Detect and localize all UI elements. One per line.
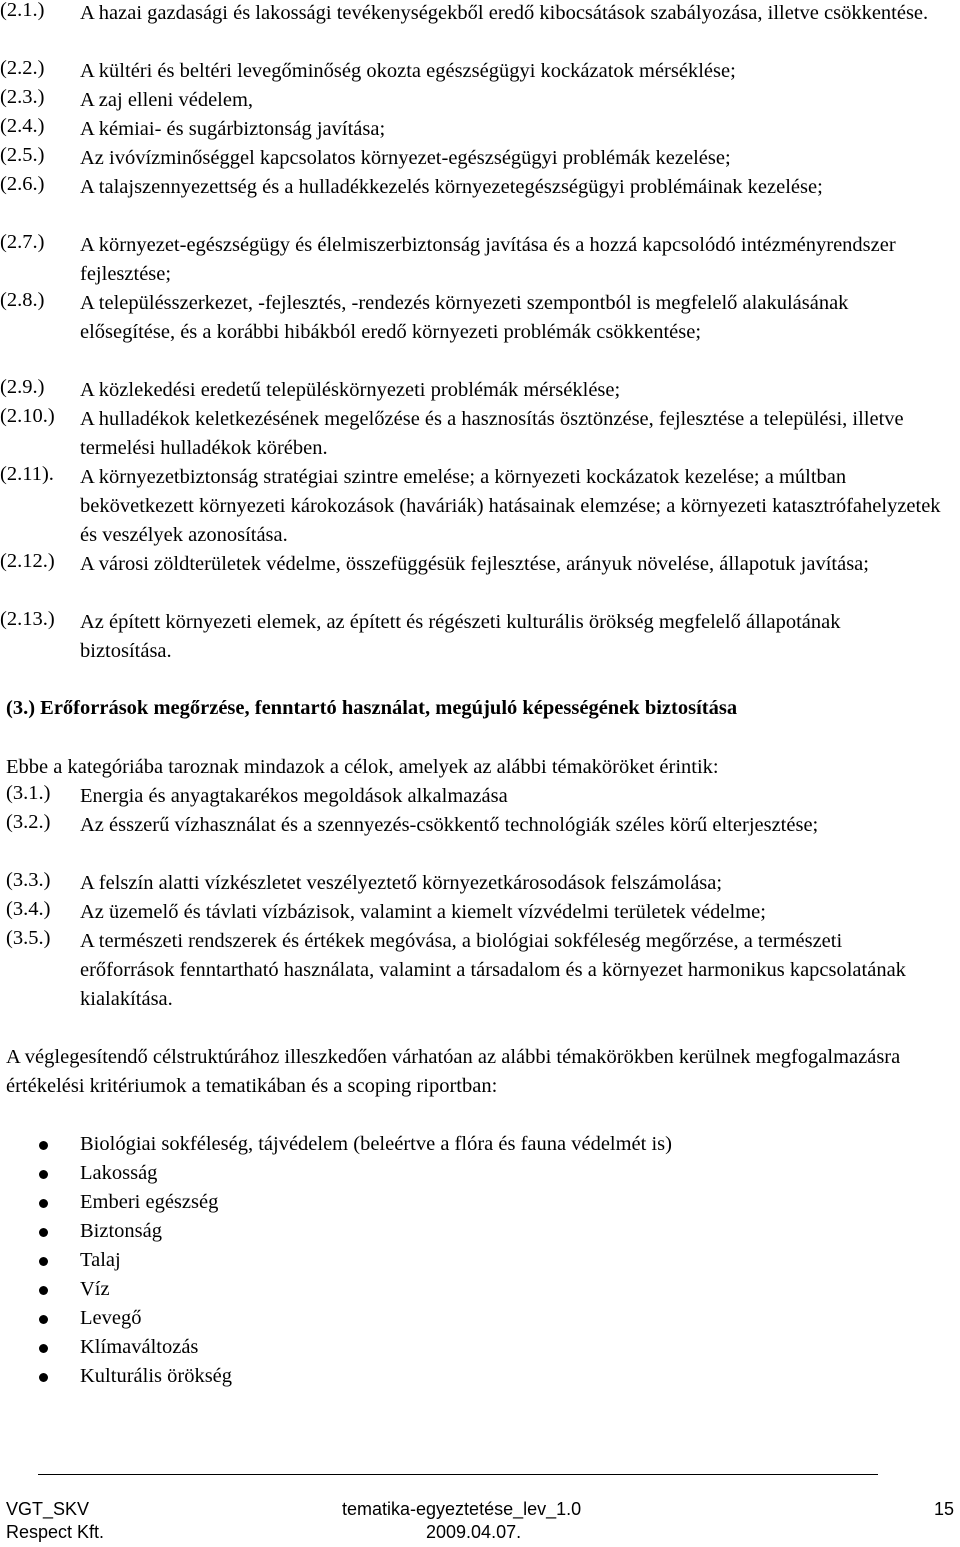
item-text: A hazai gazdasági és lakossági tevékenységekből eredő kibocsátások szabályozása, illetve csökkentése. [80, 2, 929, 24]
bullet-text: Emberi egészség [80, 1191, 219, 1213]
item-text: Az ésszerű vízhasználat és a szennyezés-csökkentő technológiák széles körű elterjesztése; [80, 814, 819, 836]
item-text: A környezetbiztonság stratégiai szintre emelése; a környezeti kockázatok kezelése; a múltban bekövetkezett környezeti károkozások (haváriák) hatásainak elemzése; a környezeti katasztrófahelyzetek és veszélyek azonosítása. [80, 466, 941, 546]
item-text: A hulladékok keletkezésének megelőzése és a hasznosítás ösztönzése, fejlesztése a települési, illetve termelési hulladékok körében. [80, 408, 904, 459]
footer-page-number: 15 [934, 1499, 955, 1519]
item-number: (3.4.) [6, 898, 51, 920]
item-number: (3.5.) [6, 927, 51, 949]
item-number: (2.10.) [0, 405, 55, 427]
item-number: (3.1.) [6, 782, 51, 804]
bullet-text: Biztonság [80, 1220, 162, 1242]
item-text: Az üzemelő és távlati vízbázisok, valamint a kiemelt vízvédelmi területek védelme; [80, 901, 766, 923]
item-text: A kültéri és beltéri levegőminőség okozta egészségügyi kockázatok mérséklése; [80, 60, 736, 82]
bullet-text: Lakosság [80, 1162, 158, 1184]
bullet-item [0, 1304, 960, 1333]
bullet-item [0, 1188, 960, 1217]
item-text: Energia és anyagtakarékos megoldások alkalmazása [80, 785, 508, 807]
footer-divider [38, 1474, 878, 1475]
bullet-item [0, 1333, 960, 1362]
bullet-dot-icon [39, 1286, 48, 1295]
item-number: (3.2.) [6, 811, 51, 833]
item-text: Az ivóvízminőséggel kapcsolatos környezet-egészségügyi problémák kezelése; [80, 147, 731, 169]
item-text: A természeti rendszerek és értékek megóvása, a biológiai sokféleség megőrzése, a természeti erőforrások fenntartható használata, valamint a társadalom és a környezet harmonikus kapcsolatának kialakítása. [80, 930, 906, 1010]
item-number: (2.5.) [0, 144, 45, 166]
bullet-dot-icon [39, 1257, 48, 1266]
item-text: A településszerkezet, -fejlesztés, -rendezés környezeti szempontból is megfelelő alakulásának elősegítése, és a korábbi hibákból eredő környezeti problémák csökkentése; [80, 292, 849, 343]
bullet-text: Víz [80, 1278, 110, 1300]
bullet-text: Kulturális örökség [80, 1365, 233, 1387]
bullet-dot-icon [39, 1141, 48, 1150]
item-number: (2.1.) [0, 0, 45, 21]
closing-paragraph: A véglegesítendő célstruktúrához illeszkedően várhatóan az alábbi témakörökben kerülnek megfogalmazásra értékelési kritériumok a tematikában és a scoping riportban: [6, 1046, 901, 1097]
bullet-dot-icon [39, 1170, 48, 1179]
item-number: (2.4.) [0, 115, 45, 137]
footer-org: VGT_SKV [6, 1499, 90, 1519]
footer-date: 2009.04.07. [426, 1522, 522, 1542]
bullet-dot-icon [39, 1228, 48, 1237]
bullet-dot-icon [39, 1199, 48, 1208]
item-number: (2.6.) [0, 173, 45, 195]
section-heading: (3.) Erőforrások megőrzése, fenntartó használat, megújuló képességének biztosítása [6, 697, 738, 719]
item-text: A zaj elleni védelem, [80, 89, 254, 111]
footer-company: Respect Kft. [6, 1522, 105, 1542]
item-text: Az épített környezeti elemek, az épített és régészeti kulturális örökség megfelelő állapotának biztosítása. [80, 611, 841, 662]
item-text: A környezet-egészségügy és élelmiszerbiztonság javítása és a hozzá kapcsolódó intézményrendszer fejlesztése; [80, 234, 896, 285]
bullet-text: Biológiai sokféleség, tájvédelem (beleértve a flóra és fauna védelmét is) [80, 1133, 672, 1155]
item-text: A talajszennyezettség és a hulladékkezelés környezetegészségügyi problémáinak kezelése; [80, 176, 823, 198]
bullet-dot-icon [39, 1344, 48, 1353]
bullet-item [0, 1159, 960, 1188]
item-text: A városi zöldterületek védelme, összefüggésük fejlesztése, arányuk növelése, állapotuk javítása; [80, 553, 869, 575]
item-number: (2.12.) [0, 550, 55, 572]
bullet-item [0, 1275, 960, 1304]
bullet-item [0, 1130, 960, 1159]
bullet-item [0, 1362, 960, 1391]
bullet-text: Klímaváltozás [80, 1336, 199, 1358]
section-intro: Ebbe a kategóriába taroznak mindazok a célok, amelyek az alábbi témaköröket érintik: [6, 756, 719, 778]
item-text: A közlekedési eredetű településkörnyezeti problémák mérséklése; [80, 379, 621, 401]
bullet-item [0, 1246, 960, 1275]
footer-document-name: tematika-egyeztetése_lev_1.0 [342, 1499, 582, 1519]
item-number: (3.3.) [6, 869, 51, 891]
item-text: A felszín alatti vízkészletet veszélyeztető környezetkárosodások felszámolása; [80, 872, 723, 894]
item-number: (2.13.) [0, 608, 55, 630]
bullet-text: Levegő [80, 1307, 142, 1329]
bullet-dot-icon [39, 1373, 48, 1382]
item-number: (2.11). [0, 463, 54, 485]
bullet-item [0, 1217, 960, 1246]
item-number: (2.2.) [0, 57, 45, 79]
item-number: (2.7.) [0, 231, 45, 253]
item-text: A kémiai- és sugárbiztonság javítása; [80, 118, 386, 140]
bullet-dot-icon [39, 1315, 48, 1324]
item-number: (2.8.) [0, 289, 45, 311]
bullet-text: Talaj [80, 1249, 121, 1271]
item-number: (2.3.) [0, 86, 45, 108]
item-number: (2.9.) [0, 376, 45, 398]
